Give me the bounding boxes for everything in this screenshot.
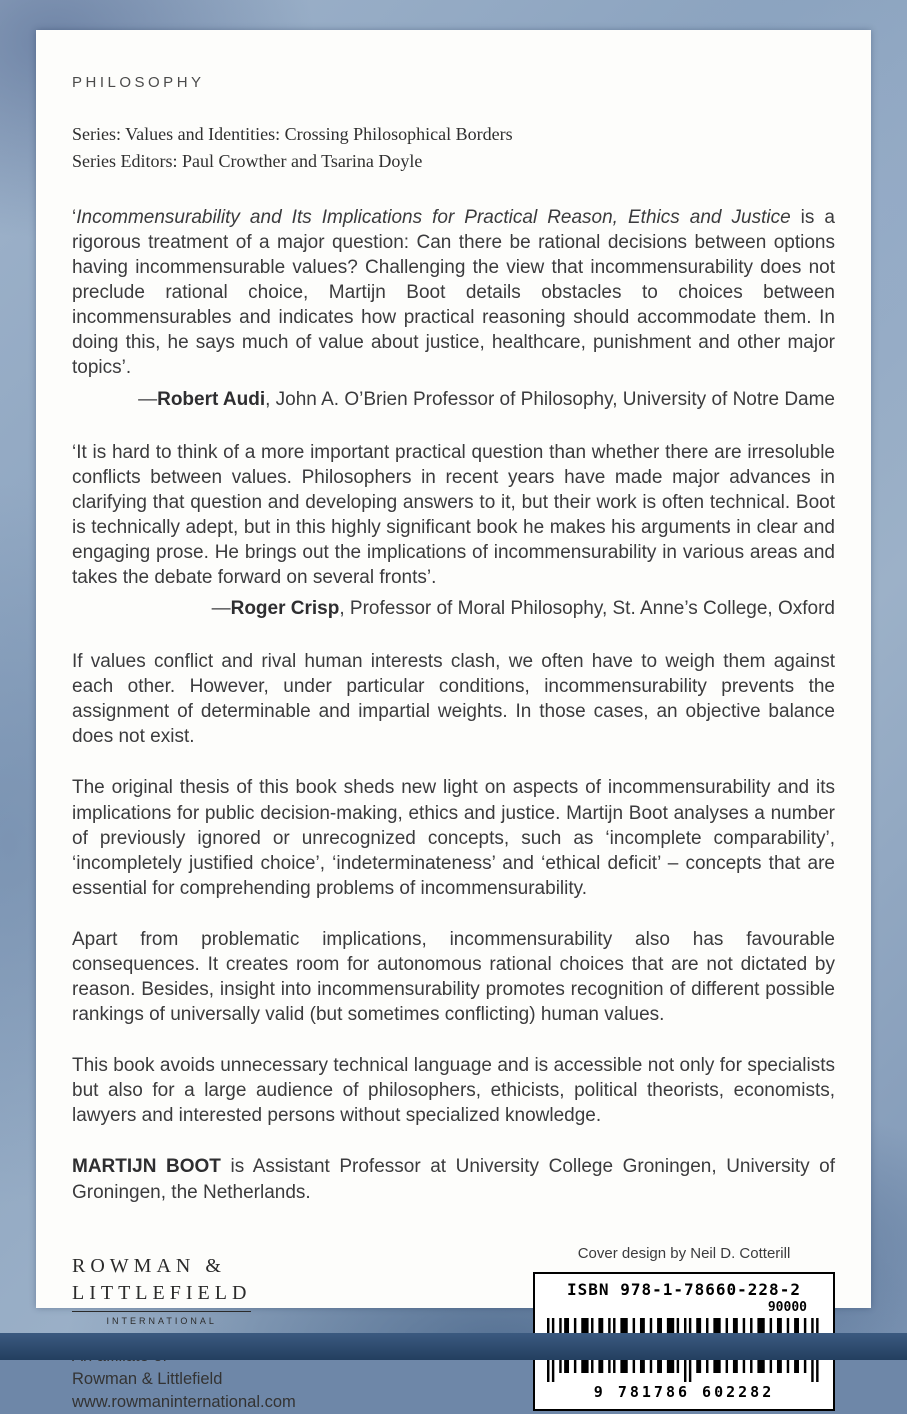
body-paragraph-2: The original thesis of this book sheds new light on aspects of incommensurability and its implications for public decision-making, ethics and justice. Martijn Boot analyses a number of previously ignored or unrecognized concepts, such as ‘incomplete comparability’, ‘incompletely justified choice’, ‘indeterminateness’ and ‘ethical deficit’ – concepts that are essential for comprehending problems of incommensurability. <box>72 777 835 899</box>
isbn-label: ISBN 978-1-78660-228-2 <box>567 1279 801 1299</box>
attribution-crisp-role: , Professor of Moral Philosophy, St. Anne’s College, Oxford <box>339 598 835 620</box>
cover-design-credit: Cover design by Neil D. Cotterill <box>577 1244 791 1262</box>
cover-bottom-band <box>0 1333 907 1360</box>
attribution-dash: — <box>211 598 231 620</box>
attribution-audi-role: , John A. O’Brien Professor of Philosophy, University of Notre Dame <box>265 388 835 410</box>
content-panel <box>36 30 871 1411</box>
publisher-logo-line1: ROWMAN & <box>72 1254 226 1277</box>
barcode-column <box>533 1245 835 1411</box>
book-title-italic: Incommensurability and Its Implications for Practical Reason, Ethics and Justice <box>76 207 791 228</box>
publisher-logo-international: INTERNATIONAL <box>72 1311 251 1327</box>
barcode-price-code: 90000 <box>767 1299 807 1315</box>
series-info <box>72 121 835 175</box>
publisher-logo-line2: LITTLEFIELD <box>72 1281 252 1304</box>
attribution-dash: — <box>138 388 158 410</box>
attribution-crisp-name: Roger Crisp <box>230 598 340 620</box>
publisher-block <box>72 1245 296 1414</box>
attribution-audi <box>72 387 835 412</box>
series-editors-line: Series Editors: Paul Crowther and Tsarina Doyle <box>72 151 423 171</box>
author-name: MARTIJN BOOT <box>72 1156 221 1178</box>
series-title-line: Series: Values and Identities: Crossing Philosophical Borders <box>72 124 513 144</box>
body-paragraph-1: If values conflict and rival human interests clash, we often have to weigh them against each other. However, under particular conditions, incommensurability prevents the assignment of determinable and impartial weights. In those cases, an objective balance does not exist. <box>72 651 835 748</box>
endorsement-crisp: ‘It is hard to think of a more important practical question than whether there are irresoluble conflicts between values. Philosophers in recent years have made major advances in clarifying that question and developing answers to it, but their work is often technical. Boot is technically adept, but in this highly significant book he makes his arguments in clear and engaging prose. He brings out the implications of incommensurability in various areas and takes the debate forward on several fronts’. <box>72 441 835 589</box>
author-bio-text: is Assistant Professor at University College Groningen, University of Groningen, the Netherlands. <box>72 1156 836 1203</box>
body-paragraph-4: This book avoids unnecessary technical language and is accessible not only for specialists but also for a large audience of philosophers, ethicists, political theorists, economists, lawyers and interested persons without specialized knowledge. <box>72 1055 835 1127</box>
affiliate-line2: Rowman & Littlefield <box>72 1369 223 1388</box>
attribution-crisp <box>72 596 835 621</box>
body-paragraph-3: Apart from problematic implications, incommensurability also has favourable consequences. It creates room for autonomous rational choices that are not dictated by reason. Besides, insight into incommensurability promotes recognition of different possible rankings of universally valid (but sometimes conflicting) human values. <box>72 928 835 1026</box>
publisher-website: www.rowmaninternational.com <box>72 1392 296 1411</box>
attribution-audi-name: Robert Audi <box>157 388 266 410</box>
endorsement-audi-body: is a rigorous treatment of a major question: Can there be rational decisions between options having incommensurable values? Challenging the view that incommensurability does not preclude rational choice, Martijn Boot details obstacles to choices between incommensurables and indicates how practical reasoning should accommodate them. In doing this, he says much of value about justice, healthcare, punishment and other major topics’. <box>72 207 835 379</box>
quote-open: ‘ <box>72 207 77 228</box>
footer <box>72 1245 835 1414</box>
publisher-logo <box>72 1253 251 1327</box>
endorsement-audi <box>72 205 835 381</box>
author-bio <box>72 1154 835 1204</box>
barcode-number: 9 781786 602282 <box>593 1382 775 1401</box>
category-label: PHILOSOPHY <box>72 74 205 91</box>
